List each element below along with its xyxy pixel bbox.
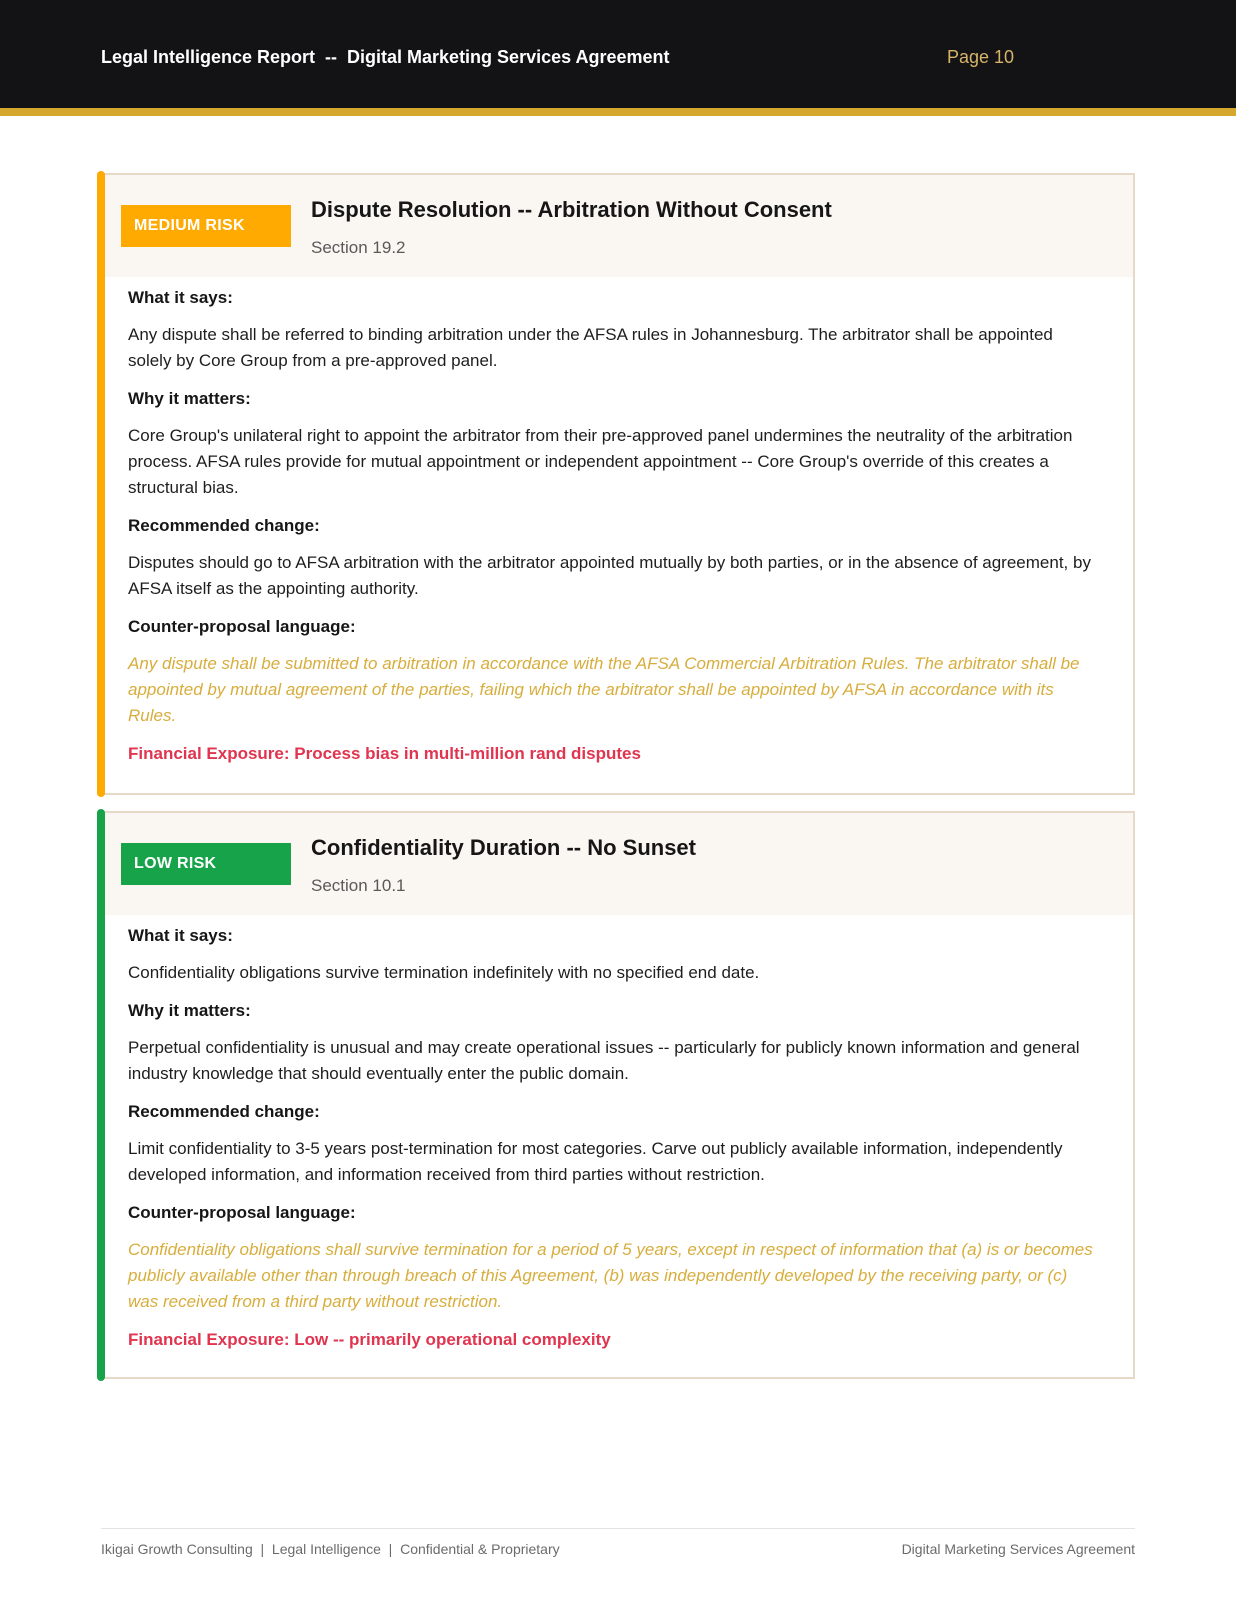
- recommended-change-text: Disputes should go to AFSA arbitration with the arbitrator appointed mutually by both parties, or in the absence of agreement, by AFSA itself as the appointing authority.: [128, 553, 1091, 598]
- risk-card-body: [105, 277, 1133, 773]
- what-it-says-label: What it says:: [128, 288, 233, 307]
- counter-proposal-label: Counter-proposal language:: [128, 1203, 356, 1222]
- risk-card-dispute-resolution: [97, 173, 1135, 795]
- recommended-change-label: Recommended change:: [128, 516, 320, 535]
- risk-card-body: [105, 915, 1133, 1359]
- financial-exposure: Financial Exposure: Low -- primarily operational complexity: [128, 1330, 611, 1349]
- section-reference: Section 10.1: [311, 876, 406, 895]
- counter-proposal-label: Counter-proposal language:: [128, 617, 356, 636]
- what-it-says-label: What it says:: [128, 926, 233, 945]
- risk-accent-bar: [97, 809, 105, 1381]
- recommended-change-label: Recommended change:: [128, 1102, 320, 1121]
- section-reference: Section 19.2: [311, 238, 406, 257]
- footer-divider: [101, 1528, 1135, 1529]
- page-number: Page 10: [947, 47, 1015, 67]
- why-it-matters-text: Core Group's unilateral right to appoint the arbitrator from their pre-approved panel undermines the neutrality of the arbitration process. AFSA rules provide for mutual appointment or independent appointment -- Core Group's override of this creates a structural bias.: [128, 426, 1073, 497]
- risk-card-title: Confidentiality Duration -- No Sunset: [311, 835, 696, 860]
- report-header: [0, 0, 1236, 108]
- footer-company: Ikigai Growth Consulting | Legal Intelligence | Confidential & Proprietary: [101, 1541, 560, 1557]
- recommended-change-text: Limit confidentiality to 3-5 years post-termination for most categories. Carve out publicly available information, independently developed information, and information received from third parties without restriction.: [128, 1139, 1063, 1184]
- risk-card-header: [105, 813, 1133, 915]
- why-it-matters-label: Why it matters:: [128, 1001, 251, 1020]
- counter-proposal-text: Confidentiality obligations shall survive termination for a period of 5 years, except in respect of information that (a) is or becomes publicly available other than through breach of this Agreement, (b) was independently developed by the receiving party, or (c) was received from a third party without restriction.: [128, 1240, 1093, 1311]
- risk-badge-medium: MEDIUM RISK: [121, 205, 291, 247]
- why-it-matters-label: Why it matters:: [128, 389, 251, 408]
- risk-card-title: Dispute Resolution -- Arbitration Without Consent: [311, 197, 832, 222]
- risk-badge-low: LOW RISK: [121, 843, 291, 885]
- risk-card-confidentiality: [97, 811, 1135, 1379]
- header-accent-bar: [0, 108, 1236, 116]
- risk-accent-bar: [97, 171, 105, 797]
- footer-document-name: Digital Marketing Services Agreement: [901, 1541, 1135, 1557]
- what-it-says-text: Confidentiality obligations survive termination indefinitely with no specified end date.: [128, 963, 760, 982]
- counter-proposal-text: Any dispute shall be submitted to arbitration in accordance with the AFSA Commercial Arbitration Rules. The arbitrator shall be appointed by mutual agreement of the parties, failing which the arbitrator shall be appointed by AFSA in accordance with its Rules.: [128, 654, 1080, 725]
- risk-card-header: [105, 175, 1133, 277]
- report-title: Legal Intelligence Report -- Digital Marketing Services Agreement: [101, 47, 670, 67]
- what-it-says-text: Any dispute shall be referred to binding arbitration under the AFSA rules in Johannesburg. The arbitrator shall be appointed solely by Core Group from a pre-approved panel.: [128, 325, 1053, 370]
- why-it-matters-text: Perpetual confidentiality is unusual and may create operational issues -- particularly for publicly known information and general industry knowledge that should eventually enter the public domain.: [128, 1038, 1080, 1083]
- financial-exposure: Financial Exposure: Process bias in multi-million rand disputes: [128, 744, 641, 763]
